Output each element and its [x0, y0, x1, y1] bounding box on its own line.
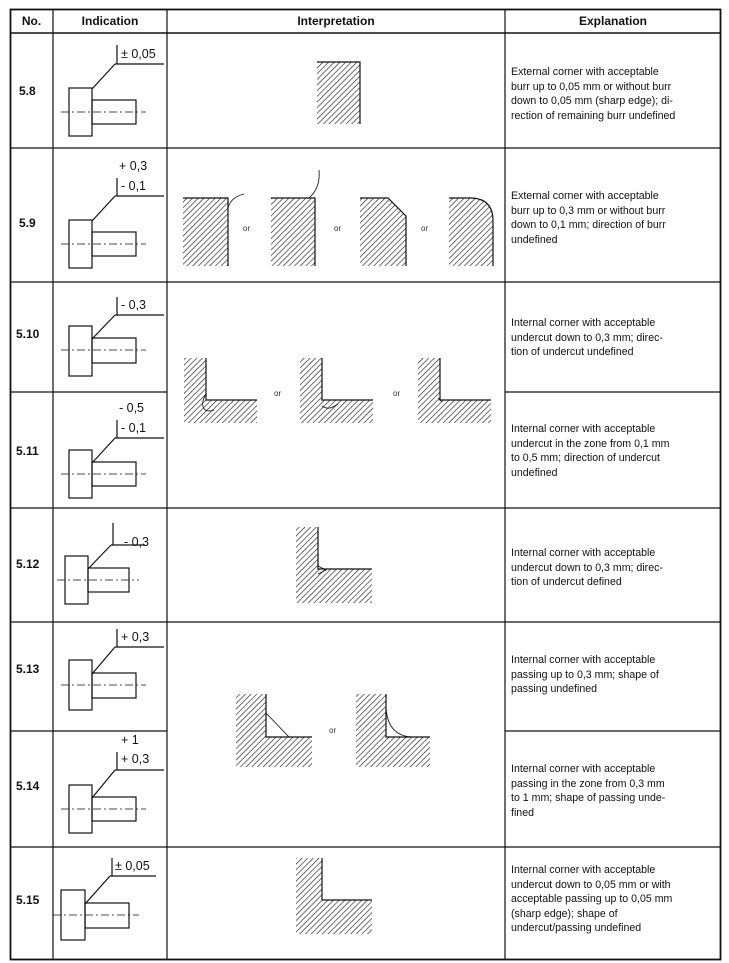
- header-interpretation: Interpretation: [297, 14, 375, 28]
- row-number: 5.13: [16, 662, 40, 676]
- explanation-cell: Internal corner with acceptable passing in the zone from 0,3 mm to 1 mm; shape of passing unde- fined: [511, 763, 666, 819]
- tolerance-upper: - 0,5: [119, 401, 145, 415]
- explanation-cell: External corner with acceptable burr up to 0,05 mm or without burr down to 0,05 mm (sharp edge); di- rection of remaining burr undefined: [511, 66, 676, 122]
- or-label: or: [421, 224, 429, 233]
- interpretation-5-9: [183, 170, 493, 266]
- explanation-cell: Internal corner with acceptable passing up to 0,3 mm; shape of passing undefined: [511, 654, 659, 695]
- tolerance-lower: ± 0,05: [121, 47, 156, 61]
- row-number: 5.10: [16, 327, 40, 341]
- tolerance-lower: + 0,3: [121, 630, 150, 644]
- indication-part-5-10: [61, 297, 164, 376]
- row-number: 5.8: [19, 84, 36, 98]
- or-label: or: [274, 389, 282, 398]
- tolerance-lower: - 0,3: [124, 535, 150, 549]
- explanation-cell: Internal corner with acceptable undercut down to 0,05 mm or with acceptable passing up to 0,05 mm (sharp edge); shape of undercut/passing undefined: [511, 864, 673, 934]
- row-number: 5.11: [16, 444, 39, 458]
- interpretation-5-15: [296, 858, 372, 934]
- tolerance-lower: ± 0,05: [115, 859, 150, 873]
- explanation-cell: External corner with acceptable burr up to 0,3 mm or without burr down to 0,1 mm; direction of burr undefined: [511, 190, 666, 246]
- explanation-cell: Internal corner with acceptable undercut in the zone from 0,1 mm to 0,5 mm; direction of undercut undefined: [511, 423, 670, 479]
- row-number: 5.12: [16, 557, 40, 571]
- or-label: or: [329, 726, 337, 735]
- row-number: 5.15: [16, 893, 40, 907]
- header-no: No.: [21, 14, 42, 28]
- explanation-cell: Internal corner with acceptable undercut down to 0,3 mm; direc- tion of undercut undefined: [511, 317, 663, 358]
- tolerance-lower: - 0,1: [121, 421, 147, 435]
- row-number: 5.9: [19, 216, 36, 230]
- tolerance-lower: + 0,3: [121, 752, 150, 766]
- row-number: 5.14: [16, 779, 40, 793]
- or-label: or: [243, 224, 251, 233]
- tolerance-lower: - 0,3: [121, 298, 147, 312]
- tolerance-lower: - 0,1: [121, 179, 147, 193]
- explanation-cell: Internal corner with acceptable undercut down to 0,3 mm; direc- tion of undercut defined: [511, 547, 663, 588]
- header-indication: Indication: [81, 14, 139, 28]
- indication-part-5-11: [61, 420, 164, 498]
- tolerance-upper: + 0,3: [119, 159, 148, 173]
- or-label: or: [393, 389, 401, 398]
- tolerance-upper: + 1: [121, 733, 139, 747]
- or-label: or: [334, 224, 342, 233]
- header-explanation: Explanation: [578, 14, 647, 28]
- interpretation-5-10-5-11: [184, 358, 491, 423]
- interpretation-5-12: [296, 527, 372, 603]
- indication-part-5-9: [61, 178, 164, 268]
- interpretation-5-8: [317, 62, 360, 124]
